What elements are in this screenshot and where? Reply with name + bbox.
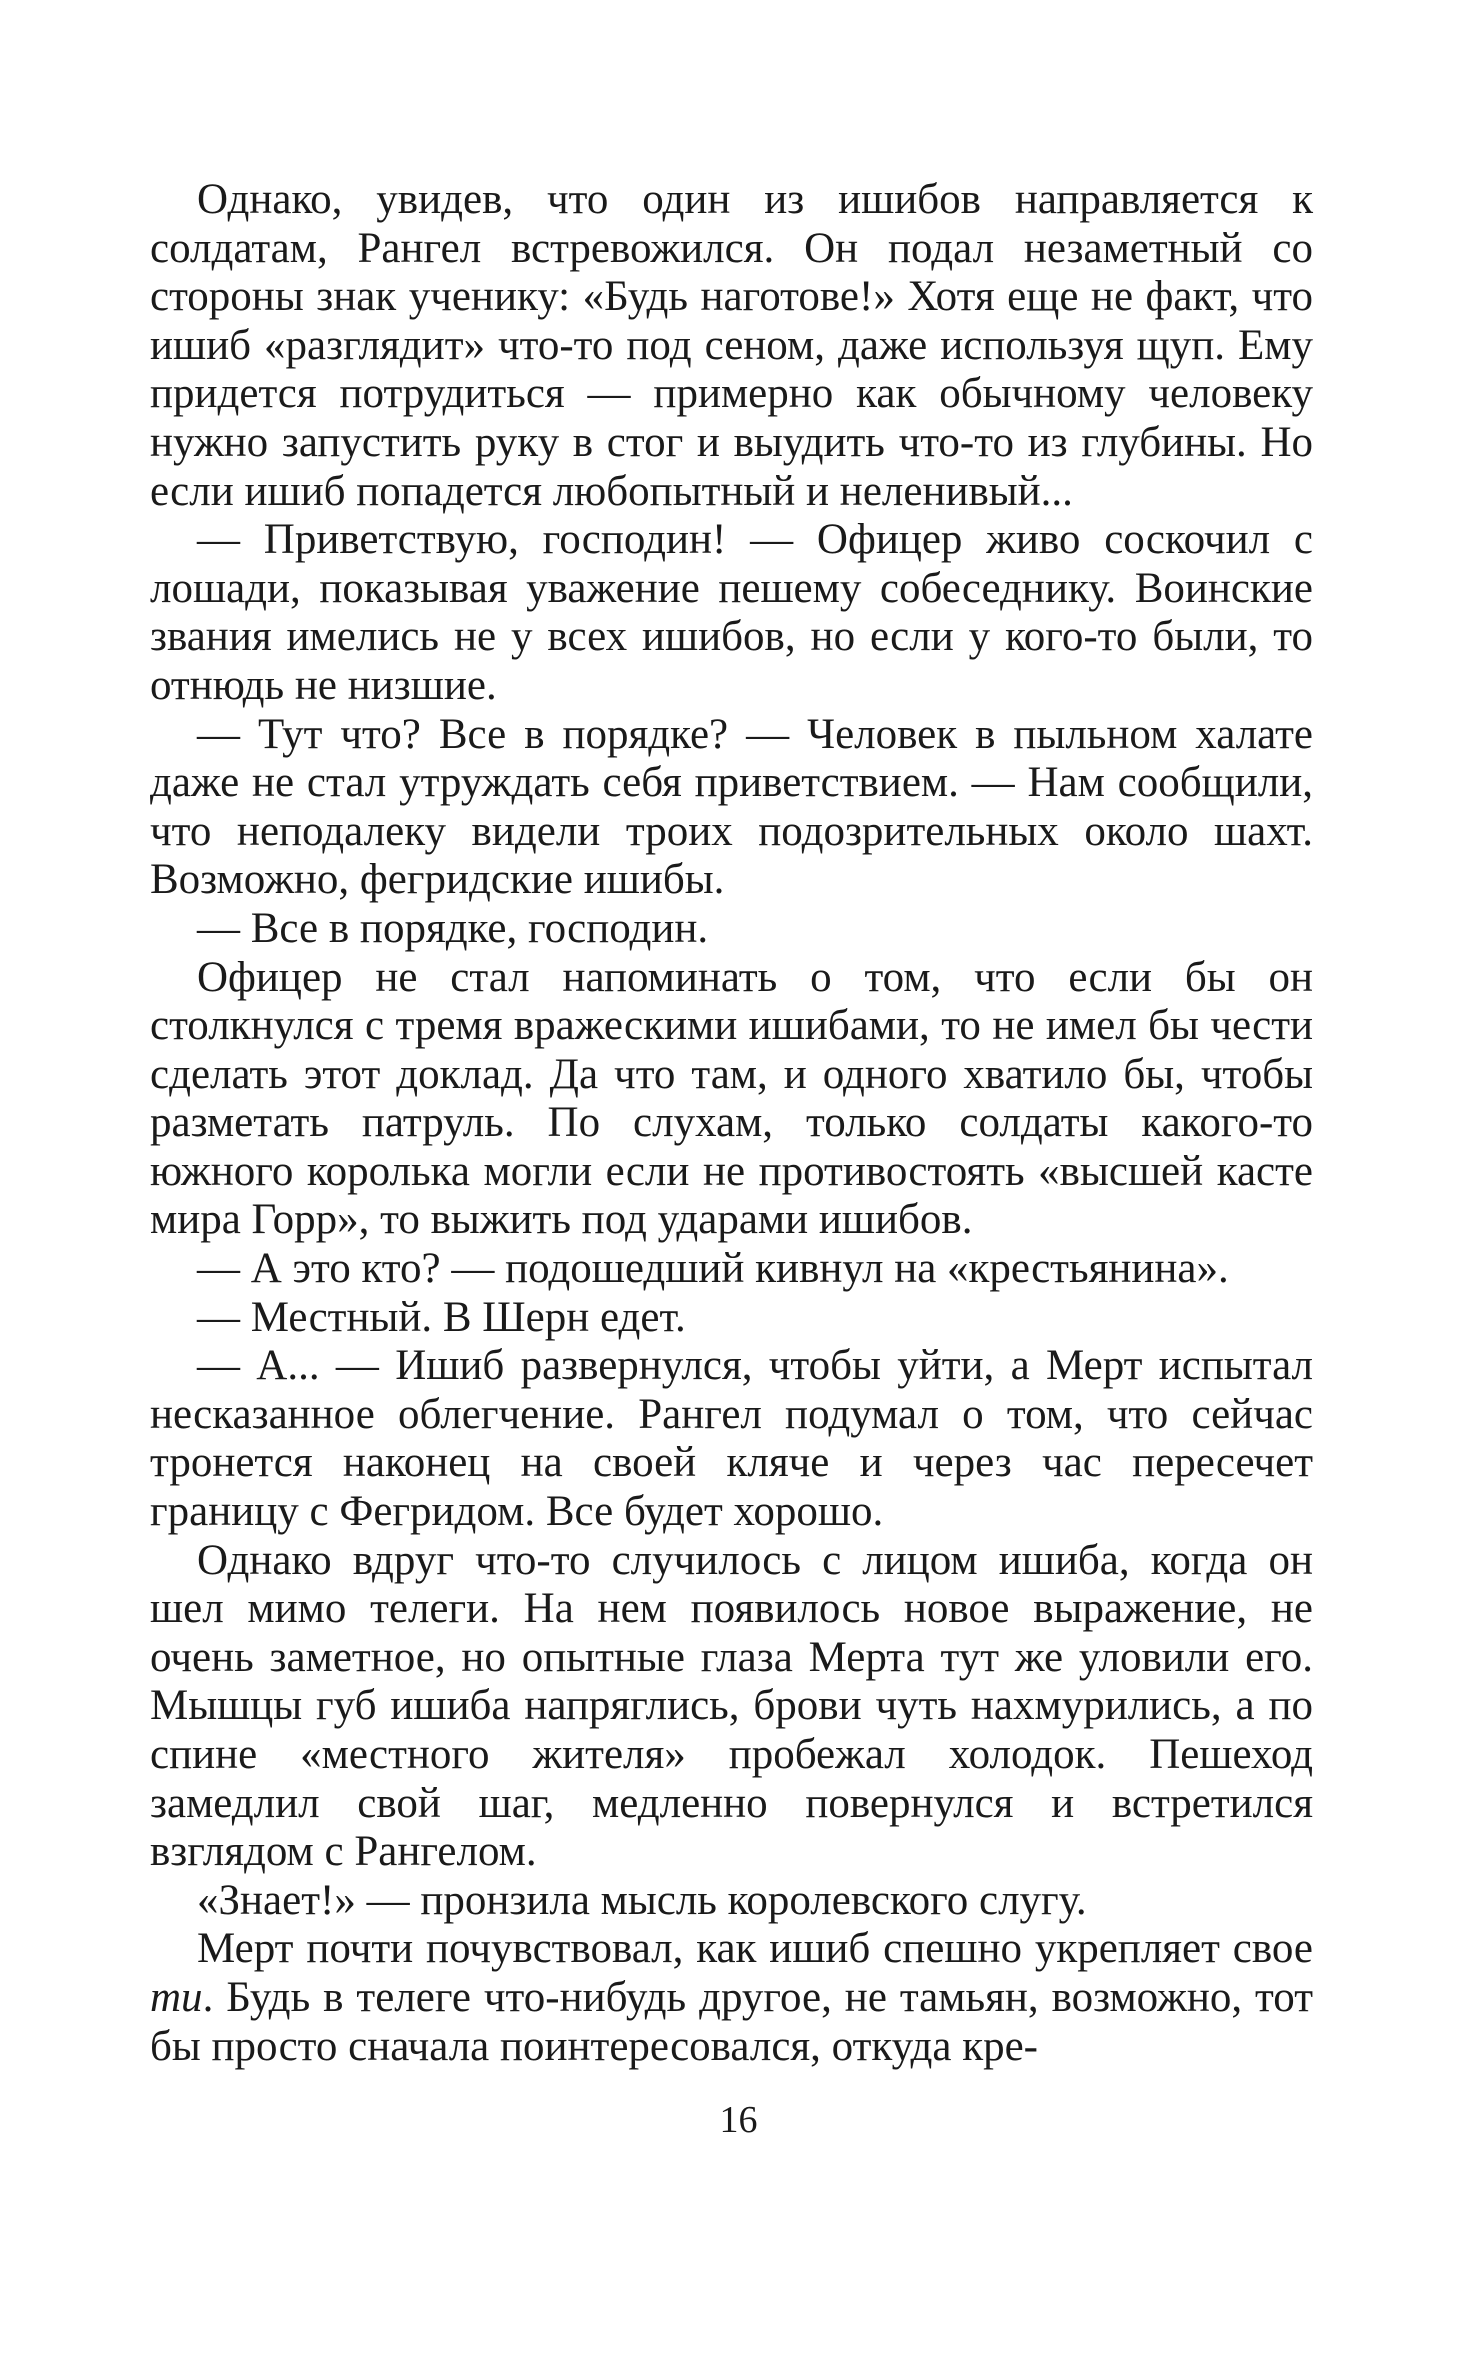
- paragraph: — А это кто? — подошедший кивнул на «крестьянина».: [197, 1245, 1229, 1293]
- paragraph: Офицер не стал напоминать о том, что если бы он столкнулся с тремя вражескими ишибами, то не имел бы чести сделать этот доклад. Да что там, и одного хватило бы, чтобы разметать патруль. По слухам, только солдаты какого-то южного королька могли если не противостоять «высшей касте мира Горр», то выжить под ударами ишибов.: [150, 953, 1313, 1244]
- page-body: [150, 176, 1313, 2071]
- paragraph: — А... — Ишиб развернулся, чтобы уйти, а Мерт испытал несказанное облегчение. Рангел подумал о том, что сейчас тронется наконец на своей кляче и через час пересечет границу с Фегридом. Все будет хорошо.: [150, 1342, 1313, 1536]
- paragraph: — Приветствую, господин! — Офицер живо соскочил с лошади, показывая уважение пешему собеседнику. Воинские звания имелись не у всех ишибов, но если у кого-то были, то отнюдь не низшие.: [150, 516, 1313, 709]
- paragraph: Однако, увидев, что один из ишибов направляется к солдатам, Рангел встревожился. Он подал незаметный со стороны знак ученику: «Будь наготове!» Хотя еще не факт, что ишиб «разглядит» что-то под сеном, даже используя щуп. Ему придется потрудиться — примерно как обычному человеку нужно запустить руку в стог и выудить что-то из глубины. Но если ишиб попадется любопытный и неленивый...: [150, 176, 1313, 515]
- paragraph-last: [150, 1925, 1313, 2071]
- paragraph: — Местный. В Шерн едет.: [197, 1293, 686, 1341]
- paragraph: — Тут что? Все в порядке? — Человек в пыльном халате даже не стал утруждать себя приветствием. — Нам сообщили, что неподалеку видели троих подозрительных около шахт. Возможно, фегридские ишибы.: [150, 710, 1313, 904]
- emphasis-word: ти: [150, 1973, 203, 2021]
- paragraph: «Знает!» — пронзила мысль королевского слугу.: [197, 1876, 1087, 1924]
- paragraph-text: Мерт почти почувствовал, как ишиб спешно укрепляет свое: [197, 1925, 1313, 1973]
- paragraph-text: . Будь в телеге что-нибудь другое, не тамьян, возможно, тот бы просто сначала поинтересовался, откуда кре-: [150, 1973, 1313, 2070]
- page-number: 16: [719, 2099, 758, 2141]
- paragraph: Однако вдруг что-то случилось с лицом ишиба, когда он шел мимо телеги. На нем появилось новое выражение, не очень заметное, но опытные глаза Мерта тут же уловили его. Мышцы губ ишиба напряглись, брови чуть нахмурились, а по спине «местного жителя» пробежал холодок. Пешеход замедлил свой шаг, медленно повернулся и встретился взглядом с Рангелом.: [150, 1536, 1313, 1876]
- paragraph: — Все в порядке, господин.: [197, 904, 709, 952]
